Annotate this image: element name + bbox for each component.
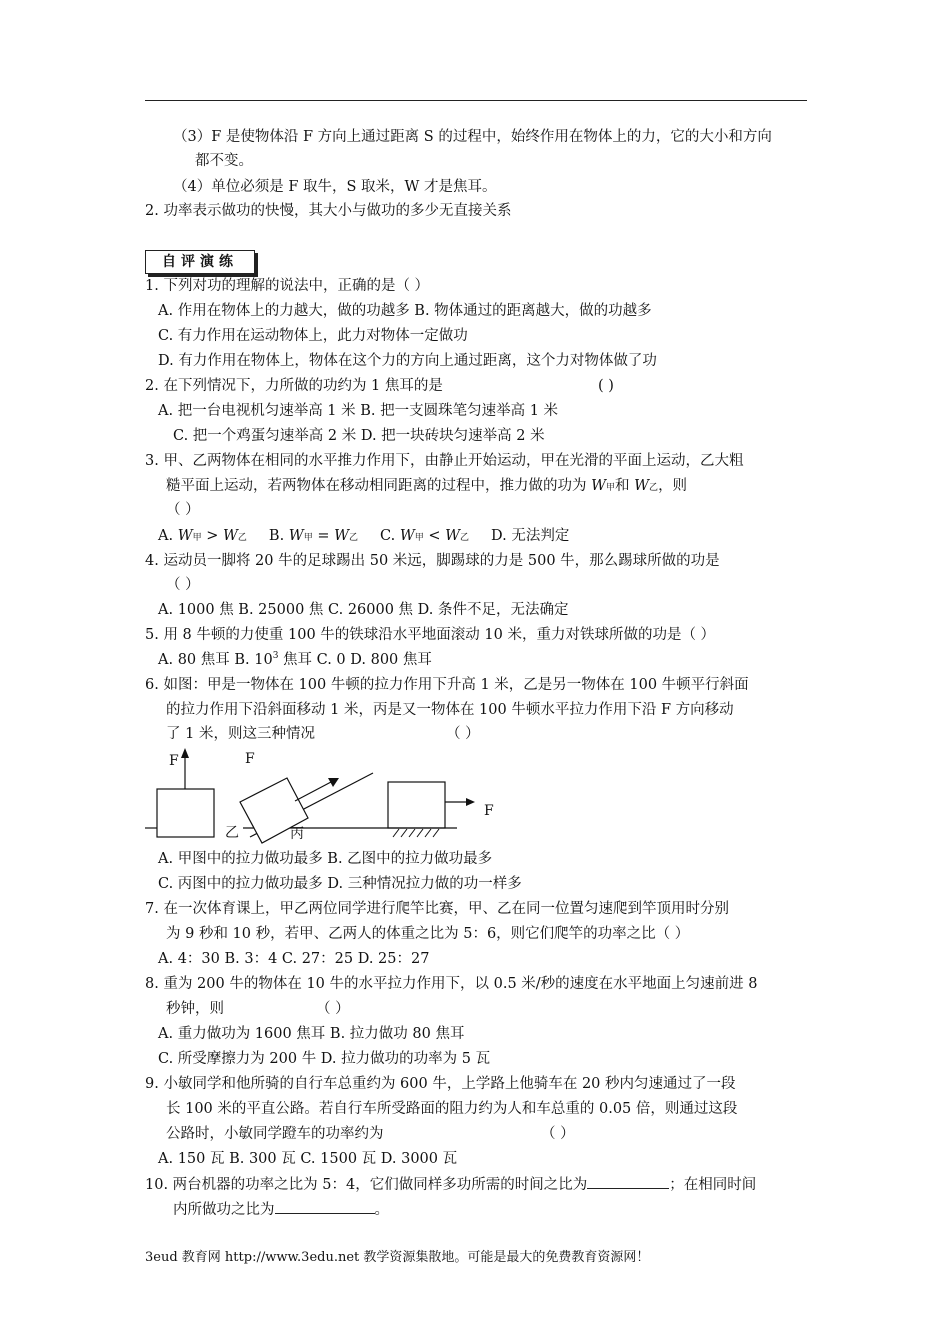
- q3-line2: 糙平面上运动，若两物体在移动相同距离的过程中，推力做的功为 W甲和 W乙，则: [166, 478, 688, 494]
- q2-options-ab: A. 把一台电视机匀速举高 1 米 B. 把一支圆珠笔匀速举高 1 米: [158, 403, 559, 419]
- fig3-box: [388, 782, 445, 828]
- section-title: 自评演练: [145, 250, 255, 274]
- note-3-line2: 都不变。: [195, 153, 253, 169]
- header-rule: [145, 100, 807, 101]
- q1-stem: 1. 下列对功的理解的说法中，正确的是（ ）: [145, 278, 430, 294]
- q10-blank-1[interactable]: [587, 1174, 669, 1189]
- q9-answer-paren: （ ）: [541, 1126, 575, 1142]
- note-3-line1: （3）F 是使物体沿 F 方向上通过距离 S 的过程中，始终作用在物体上的力，它的大小和方向: [173, 129, 772, 145]
- q6-line3: 了 1 米，则这三种情况: [166, 726, 315, 742]
- q10-line2: 内所做功之比为 。: [173, 1199, 389, 1220]
- q6-figure: [145, 745, 525, 850]
- q2-answer-paren: ( ): [598, 378, 614, 394]
- q1-option-c: C. 有力作用在运动物体上，此力对物体一定做功: [158, 328, 468, 344]
- q8-answer-paren: （ ）: [316, 1001, 350, 1017]
- q8-options-cd: C. 所受摩擦力为 200 牛 D. 拉力做功的功率为 5 瓦: [158, 1051, 491, 1067]
- note-power: 2. 功率表示做功的快慢，其大小与做功的多少无直接关系: [145, 203, 512, 219]
- q2-stem: 2. 在下列情况下，力所做的功约为 1 焦耳的是: [145, 378, 443, 394]
- q3-options: A. W甲 > W乙 B. W甲 = W乙 C. W甲 < W乙 D. 无法判定: [158, 528, 570, 544]
- q9-line1: 9. 小敏同学和他所骑的自行车总重约为 600 牛，上学路上他骑车在 20 秒内匀速通过了一段: [145, 1076, 736, 1092]
- fig1-arrowhead: [181, 748, 189, 758]
- q2-options-cd: C. 把一个鸡蛋匀速举高 2 米 D. 把一块砖块匀速举高 2 米: [173, 428, 545, 444]
- q10-blank-2[interactable]: [275, 1199, 375, 1214]
- q4-stem: 4. 运动员一脚将 20 牛的足球踢出 50 米远，脚踢球的力是 500 牛，那么踢球所做的功是: [145, 553, 720, 569]
- q9-line3: 公路时，小敏同学蹬车的功率约为: [166, 1126, 384, 1142]
- fig3-rough-surface: [393, 829, 439, 837]
- q8-line2: 秒钟，则: [166, 1001, 224, 1017]
- q4-answer-paren: （ ）: [166, 577, 200, 593]
- q7-options: A. 4：30 B. 3：4 C. 27：25 D. 25：27: [158, 951, 430, 967]
- q9-options: A. 150 瓦 B. 300 瓦 C. 1500 瓦 D. 3000 瓦: [158, 1151, 458, 1167]
- q3-line1: 3. 甲、乙两物体在相同的水平推力作用下，由静止开始运动，甲在光滑的平面上运动，乙大粗: [145, 453, 744, 469]
- fig3-arrowhead: [466, 798, 475, 806]
- fig3-force-label: F: [484, 803, 494, 819]
- q7-line1: 7. 在一次体育课上，甲乙两位同学进行爬竿比赛，甲、乙在同一位置匀速爬到竿顶用时分别: [145, 901, 729, 917]
- fig2-force-label: F: [245, 751, 255, 767]
- q8-line1: 8. 重为 200 牛的物体在 10 牛的水平拉力作用下，以 0.5 米/秒的速度在水平地面上匀速前进 8: [145, 976, 758, 992]
- fig1-box: [157, 789, 214, 837]
- q10-line1: 10. 两台机器的功率之比为 5：4，它们做同样多功所需的时间之比为 ；在相同时间: [145, 1174, 756, 1195]
- q6-options-ab: A. 甲图中的拉力做功最多 B. 乙图中的拉力做功最多: [158, 851, 493, 867]
- q6-answer-paren: （ ）: [446, 726, 480, 742]
- q9-line2: 长 100 米的平直公路。若自行车所受路面的阻力约为人和车总重的 0.05 倍，则通过这段: [166, 1101, 738, 1117]
- q5-stem: 5. 用 8 牛顿的力使重 100 牛的铁球沿水平地面滚动 10 米，重力对铁球所做的功是（ ）: [145, 627, 716, 643]
- q4-options: A. 1000 焦 B. 25000 焦 C. 26000 焦 D. 条件不足，无法确定: [158, 602, 569, 618]
- fig-label-bing: 丙: [290, 826, 304, 842]
- q6-line1: 6. 如图：甲是一物体在 100 牛顿的拉力作用下升高 1 米，乙是另一物体在 100 牛顿平行斜面: [145, 677, 749, 693]
- fig1-force-label: F: [169, 753, 179, 769]
- q3-answer-paren: （ ）: [166, 502, 200, 518]
- q1-options-ab: A. 作用在物体上的力越大，做的功越多 B. 物体通过的距离越大，做的功越多: [158, 303, 652, 319]
- q7-line2: 为 9 秒和 10 秒，若甲、乙两人的体重之比为 5：6，则它们爬竿的功率之比（ ）: [166, 926, 690, 942]
- page-footer: 3eud 教育网 http://www.3edu.net 教学资源集散地。可能是最大的免费教育资源网！: [145, 1250, 650, 1265]
- fig-label-yi: 乙: [225, 825, 239, 841]
- q5-options: A. 80 焦耳 B. $10^3$ 焦耳 C. 0 D. 800 焦耳: [158, 651, 432, 668]
- q6-line2: 的拉力作用下沿斜面移动 1 米，丙是又一物体在 100 牛顿水平拉力作用下沿 F 方向移动: [166, 702, 734, 718]
- q8-options-ab: A. 重力做功为 1600 焦耳 B. 拉力做功 80 焦耳: [158, 1026, 465, 1042]
- q6-options-cd: C. 丙图中的拉力做功最多 D. 三种情况拉力做的功一样多: [158, 876, 522, 892]
- note-4: （4）单位必须是 F 取牛，S 取米，W 才是焦耳。: [173, 179, 497, 195]
- q1-option-d: D. 有力作用在物体上，物体在这个力的方向上通过距离，这个力对物体做了功: [158, 353, 657, 369]
